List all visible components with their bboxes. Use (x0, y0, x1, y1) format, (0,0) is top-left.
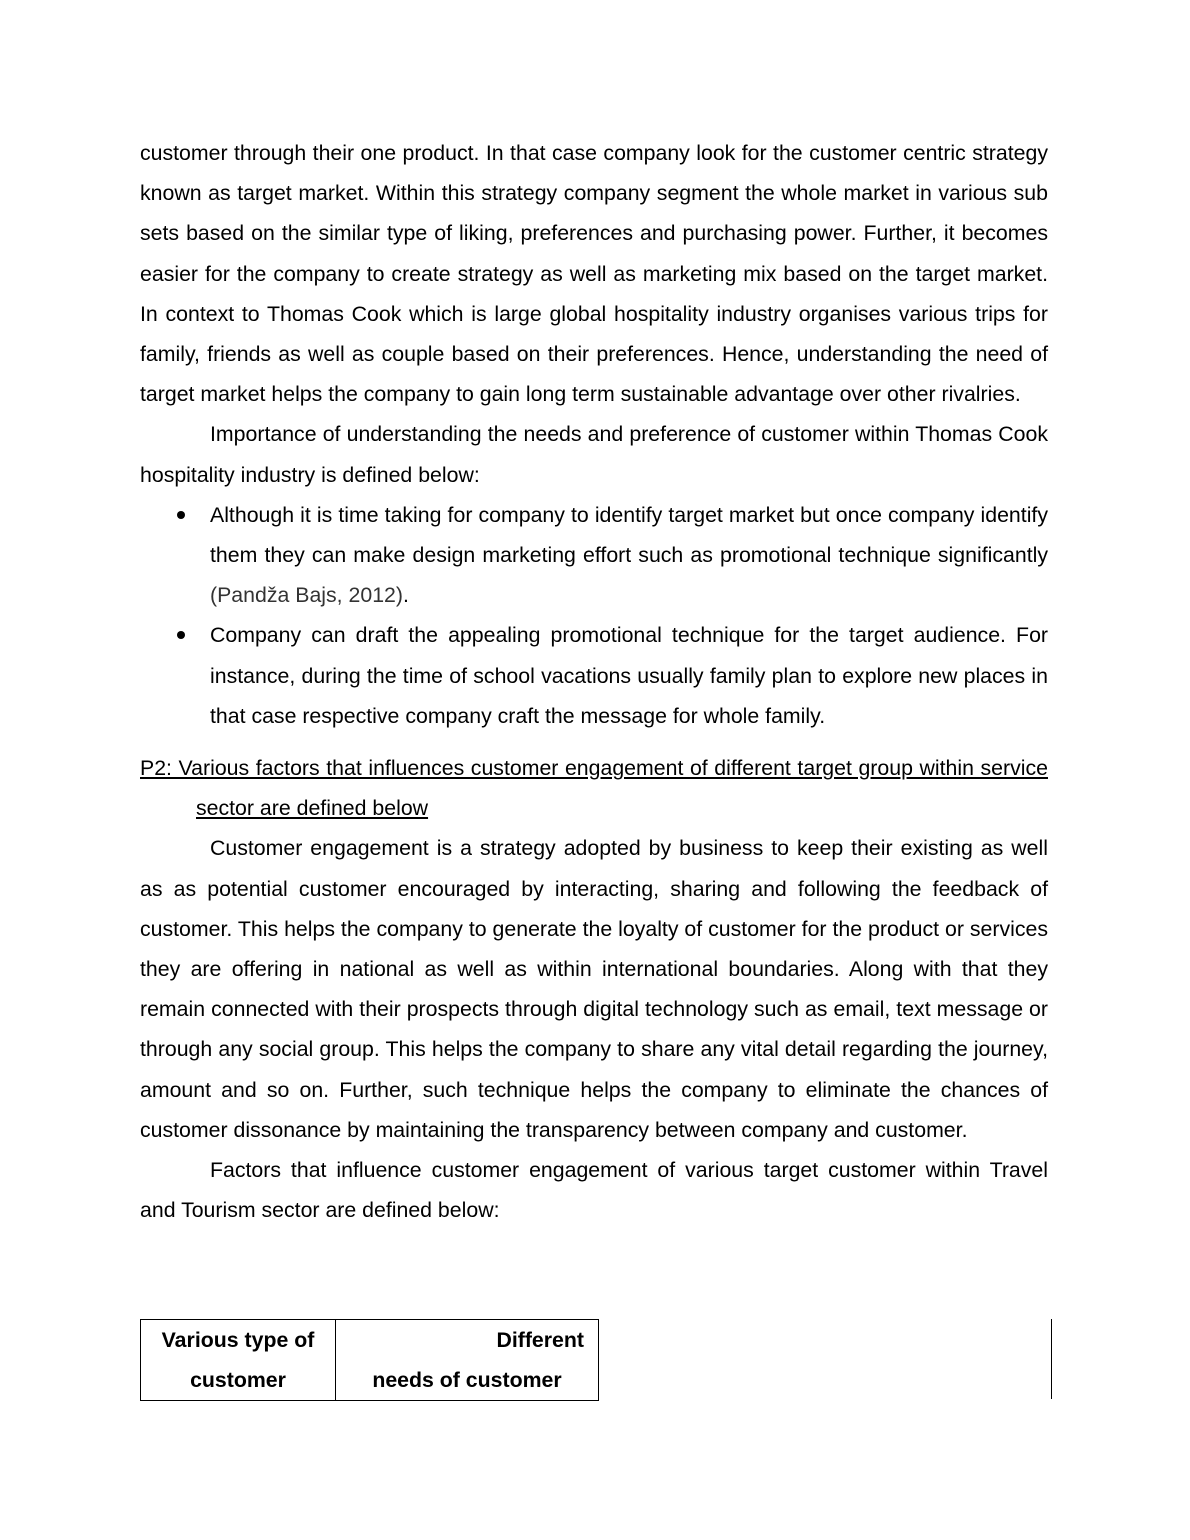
bullet-list (140, 495, 1048, 736)
paragraph-importance-intro: Importance of understanding the needs and preference of customer within Thomas Cook hospitality industry is defined below: (140, 422, 1048, 487)
bullet-text: Although it is time taking for company to identify target market but once company identify them they can make design marketing effort such as promotional technique significantly (210, 502, 1048, 568)
bullet-text: Company can draft the appealing promotional technique for the target audience. For instance, during the time of school vacations usually family plan to explore new places in that case respective company craft the message for whole family. (210, 623, 1048, 728)
paragraph-target-market: customer through their one product. In that case company look for the customer centric strategy known as target market. Within this strategy company segment the whole market in various sub sets based on the similar type of liking, preferences and purchasing power. Further, it becomes easier for the company to create strategy as well as marketing mix based on the target market. In context to Thomas Cook which is large global hospitality industry organises various trips for family, friends as well as couple based on their preferences. Hence, understanding the need of target market helps the company to gain long term sustainable advantage over other rivalries. (140, 141, 1048, 407)
bullet-tail: . (402, 583, 409, 608)
table-right-border (1051, 1319, 1052, 1399)
paragraph-customer-engagement: Customer engagement is a strategy adopted by business to keep their existing as well as as potential customer encouraged by interacting, sharing and following the feedback of customer. This helps the company to generate the loyalty of customer for the product or services they are offering in national as well as within international boundaries. Along with that they remain connected with their prospects through digital technology such as email, text message or through any social group. This helps the company to share any vital detail regarding the journey, amount and so on. Further, such technique helps the company to eliminate the chances of customer dissonance by maintaining the transparency between company and customer. (140, 836, 1048, 1142)
document-body (140, 133, 1048, 1230)
header-customer-type: Various type of customer (141, 1320, 336, 1401)
bullet-dot-icon (177, 631, 185, 639)
header-needs-line2: needs of customer (372, 1368, 562, 1392)
bullet-dot-icon (177, 511, 185, 519)
header-customer-needs (336, 1320, 599, 1401)
citation: (Pandža Bajs, 2012) (210, 583, 403, 608)
header-needs-line1: Different (496, 1328, 584, 1352)
factors-table-container (140, 1319, 599, 1401)
list-item (140, 495, 1048, 616)
factors-table (140, 1319, 599, 1401)
table-header-row (141, 1320, 599, 1401)
paragraph-factors-intro: Factors that influence customer engagement of various target customer within Travel and Tourism sector are defined below: (140, 1158, 1048, 1223)
section-heading-p2: P2: Various factors that influences customer engagement of different target group within service sector are defined below (140, 756, 1048, 821)
list-item (140, 615, 1048, 736)
